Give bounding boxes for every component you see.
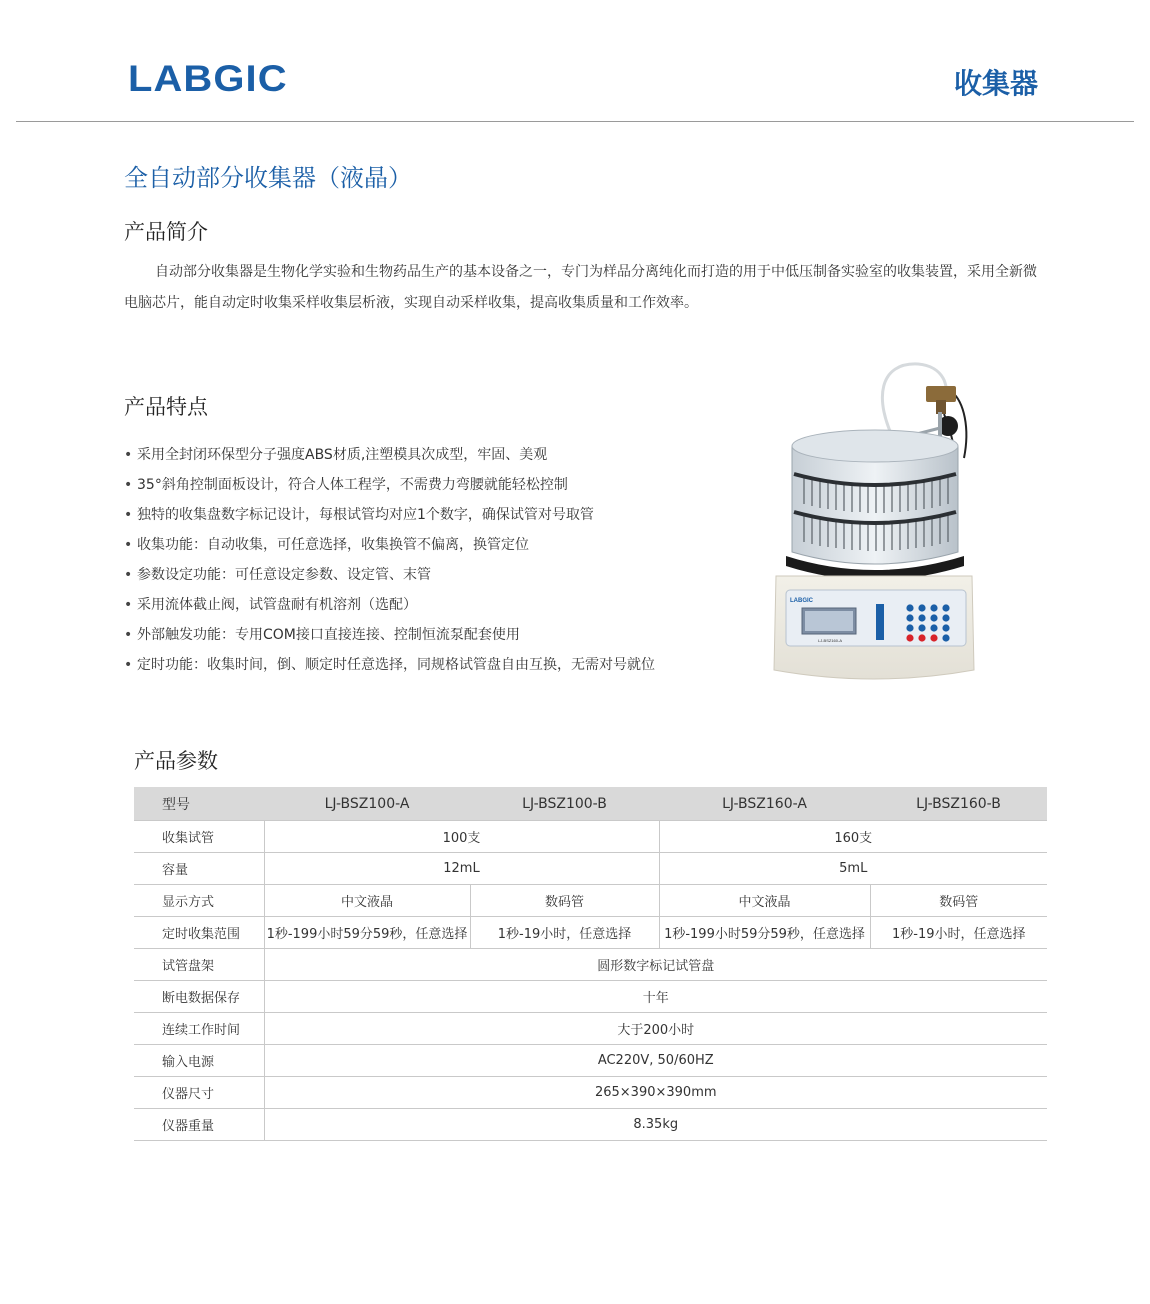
- table-row: [134, 1109, 1047, 1141]
- table-header-row: [134, 787, 1047, 821]
- row-label: 仪器尺寸: [134, 1077, 264, 1109]
- table-cell: 1秒-19小时，任意选择: [470, 917, 659, 949]
- brand-logo: LABGIC: [128, 58, 288, 99]
- panel-model: LJ-BSZ160-A: [818, 638, 843, 643]
- table-cell: 圆形数字标记试管盘: [264, 949, 1047, 981]
- bullet-icon: •: [124, 567, 133, 583]
- table-header-cell: 型号: [134, 787, 264, 821]
- table-row: [134, 1045, 1047, 1077]
- table-row: [134, 853, 1047, 885]
- table-row: [134, 885, 1047, 917]
- table-cell: 1秒-19小时，任意选择: [870, 917, 1047, 949]
- bullet-icon: •: [124, 477, 133, 493]
- table-cell: 12mL: [264, 853, 659, 885]
- feature-item: • 参数设定功能：可任意设定参数、设定管、末管: [124, 560, 655, 590]
- table-cell: 1秒-199小时59分59秒，任意选择: [659, 917, 870, 949]
- bullet-icon: •: [124, 447, 133, 463]
- table-cell: AC220V, 50/60HZ: [264, 1045, 1047, 1077]
- row-label: 收集试管: [134, 821, 264, 853]
- row-label: 容量: [134, 853, 264, 885]
- table-cell: 数码管: [870, 885, 1047, 917]
- feature-item: • 采用全封闭环保型分子强度ABS材质,注塑模具次成型，牢固、美观: [124, 440, 655, 470]
- table-header-cell: LJ-BSZ160-B: [870, 787, 1047, 821]
- table-header-cell: LJ-BSZ100-B: [470, 787, 659, 821]
- row-label: 仪器重量: [134, 1109, 264, 1141]
- table-cell: 数码管: [470, 885, 659, 917]
- spec-table: [134, 787, 1047, 1141]
- table-cell: 中文液晶: [659, 885, 870, 917]
- category-title: 收集器: [953, 67, 1038, 100]
- feature-list: [124, 440, 655, 680]
- bullet-icon: •: [124, 507, 133, 523]
- table-cell: 100支: [264, 821, 659, 853]
- row-label: 显示方式: [134, 885, 264, 917]
- row-label: 断电数据保存: [134, 981, 264, 1013]
- row-label: 输入电源: [134, 1045, 264, 1077]
- table-row: [134, 981, 1047, 1013]
- table-cell: 中文液晶: [264, 885, 470, 917]
- table-cell: 1秒-199小时59分59秒，任意选择: [264, 917, 470, 949]
- feature-item: • 采用流体截止阀，试管盘耐有机溶剂（选配）: [124, 590, 655, 620]
- feature-item: • 独特的收集盘数字标记设计，每根试管均对应1个数字，确保试管对号取管: [124, 500, 655, 530]
- table-row: [134, 949, 1047, 981]
- table-row: [134, 821, 1047, 853]
- bullet-icon: •: [124, 657, 133, 673]
- header-divider: [16, 121, 1134, 122]
- table-cell: 265×390×390mm: [264, 1077, 1047, 1109]
- fraction-collector-image: [768, 358, 980, 690]
- intro-paragraph: 自动部分收集器是生物化学实验和生物药品生产的基本设备之一，专门为样品分离纯化而打造的用于中低压制备实验室的收集装置，采用全新微电脑芯片，能自动定时收集采样收集层析液，实现自动采样收集，提高收集质量和工作效率。: [124, 264, 1037, 311]
- table-row: [134, 917, 1047, 949]
- row-label: 定时收集范围: [134, 917, 264, 949]
- row-label: 试管盘架: [134, 949, 264, 981]
- bullet-icon: •: [124, 537, 133, 553]
- table-cell: 8.35kg: [264, 1109, 1047, 1141]
- specs-heading: 产品参数: [134, 749, 218, 773]
- feature-item: • 定时功能：收集时间，倒、顺定时任意选择，同规格试管盘自由互换，无需对号就位: [124, 650, 655, 680]
- table-cell: 5mL: [659, 853, 1047, 885]
- panel-brand: LABGIC: [790, 598, 813, 604]
- table-header-cell: LJ-BSZ100-A: [264, 787, 470, 821]
- bullet-icon: •: [124, 597, 133, 613]
- intro-heading: 产品简介: [124, 220, 208, 244]
- feature-item: • 35°斜角控制面板设计，符合人体工程学，不需费力弯腰就能轻松控制: [124, 470, 655, 500]
- table-row: [134, 1013, 1047, 1045]
- table-row: [134, 1077, 1047, 1109]
- table-header-cell: LJ-BSZ160-A: [659, 787, 870, 821]
- table-cell: 十年: [264, 981, 1047, 1013]
- bullet-icon: •: [124, 627, 133, 643]
- row-label: 连续工作时间: [134, 1013, 264, 1045]
- page-title: 全自动部分收集器（液晶）: [124, 164, 412, 192]
- table-cell: 160支: [659, 821, 1047, 853]
- feature-item: • 收集功能：自动收集，可任意选择，收集换管不偏离，换管定位: [124, 530, 655, 560]
- feature-item: • 外部触发功能：专用COM接口直接连接、控制恒流泵配套使用: [124, 620, 655, 650]
- features-heading: 产品特点: [124, 395, 208, 419]
- table-cell: 大于200小时: [264, 1013, 1047, 1045]
